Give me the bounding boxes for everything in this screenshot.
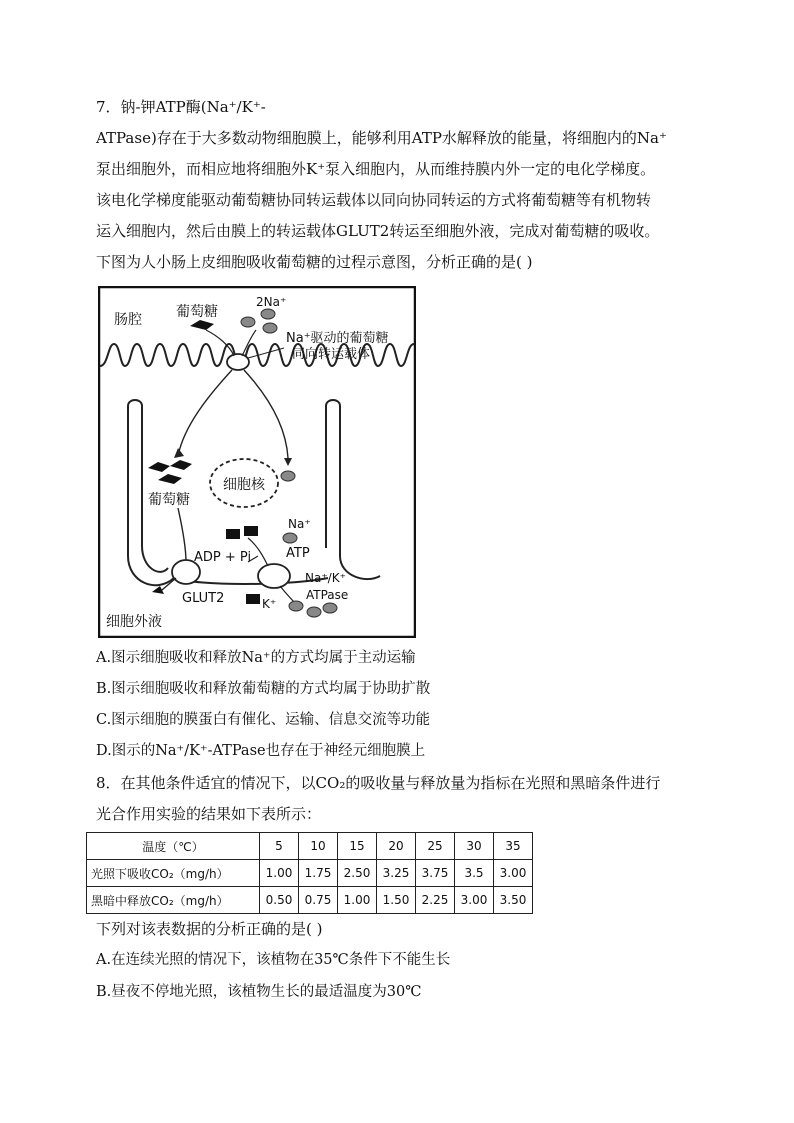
lumen-label: 肠腔 [114, 312, 142, 328]
table-cell: 3.5 [455, 860, 494, 887]
glucose-top-label: 葡萄糖 [176, 304, 218, 320]
atp-label: ATP [286, 546, 310, 561]
table-header-cell: 10 [299, 833, 338, 860]
q7-option-b[interactable]: B.图示细胞吸收和释放葡萄糖的方式均属于协助扩散 [96, 681, 431, 697]
q8-after-table: 下列对该表数据的分析正确的是( ) [96, 920, 323, 938]
k-plus-label: K⁺ [262, 597, 277, 611]
table-cell: 0.75 [299, 887, 338, 914]
table-cell: 2.50 [338, 860, 377, 887]
q7-line-2: ATPase)存在于大多数动物细胞膜上，能够利用ATP水解释放的能量，将细胞内的Na⁺ [96, 129, 667, 147]
table-row [87, 887, 533, 914]
table-row [87, 860, 533, 887]
symporter-carrier [227, 354, 249, 370]
q7-option-d[interactable]: D.图示的Na⁺/K⁺-ATPase也存在于神经元细胞膜上 [96, 743, 426, 759]
table-cell: 1.50 [377, 887, 416, 914]
na-ion [281, 471, 295, 481]
table-header-cell: 30 [455, 833, 494, 860]
k-ion-square [246, 594, 260, 604]
k-ion-square [226, 529, 240, 539]
table-header-cell: 20 [377, 833, 416, 860]
table-cell: 3.00 [494, 860, 533, 887]
q7-line-1: 7．钠-钾ATP酶(Na⁺/K⁺- [96, 98, 266, 116]
na-ion [323, 603, 337, 613]
na-ion [263, 323, 277, 333]
na-k-atpase [258, 564, 290, 588]
na-ion [289, 601, 303, 611]
q8-option-a[interactable]: A.在连续光照的情况下，该植物在35℃条件下不能生长 [96, 952, 451, 968]
table-header-row [87, 833, 533, 860]
na-ion [283, 533, 297, 543]
na2-label: 2Na⁺ [256, 295, 287, 309]
table-cell: 1.00 [338, 887, 377, 914]
extracellular-label: 细胞外液 [106, 614, 162, 630]
glucose-mid-label: 葡萄糖 [148, 492, 190, 508]
q7-line-4: 该电化学梯度能驱动葡萄糖协同转运载体以同向协同转运的方式将葡萄糖等有机物转 [96, 191, 652, 209]
table-cell: 0.50 [260, 887, 299, 914]
q7-line-3: 泵出细胞外，而相应地将细胞外K⁺泵入细胞内，从而维持膜内外一定的电化学梯度。 [96, 160, 656, 178]
table-header-cell: 35 [494, 833, 533, 860]
glut2-label: GLUT2 [182, 591, 225, 606]
k-ion-square [244, 526, 258, 536]
table-header-cell: 15 [338, 833, 377, 860]
cell-transport-diagram [98, 286, 416, 638]
table-cell: 1.00 [260, 860, 299, 887]
q8-line-1: 8．在其他条件适宜的情况下，以CO₂的吸收量与释放量为指标在光照和黑暗条件进行 [96, 774, 661, 792]
na-ion [261, 309, 275, 319]
carrier-label-line2: 同向转运载体 [292, 347, 371, 362]
table-cell: 1.75 [299, 860, 338, 887]
data-table [86, 832, 533, 914]
na-ion [241, 317, 255, 327]
nucleus-label: 细胞核 [223, 477, 265, 493]
na-ion [307, 607, 321, 617]
adp-pi-label: ADP + Pi [194, 550, 252, 565]
q8-option-b[interactable]: B.昼夜不停地光照，该植物生长的最适温度为30℃ [96, 984, 422, 1000]
table-cell: 3.25 [377, 860, 416, 887]
q7-line-6: 下图为人小肠上皮细胞吸收葡萄糖的过程示意图，分析正确的是( ) [96, 253, 533, 271]
table-header-cell: 25 [416, 833, 455, 860]
q7-option-a[interactable]: A.图示细胞吸收和释放Na⁺的方式均属于主动运输 [96, 650, 416, 666]
carrier-label-line1: Na⁺驱动的葡萄糖 [286, 331, 389, 346]
table-cell: 3.00 [455, 887, 494, 914]
table-cell: 3.75 [416, 860, 455, 887]
pump-label-line2: ATPase [306, 588, 349, 602]
na-plus-label: Na⁺ [288, 517, 311, 531]
row-label: 光照下吸收CO₂（mg/h） [87, 860, 260, 887]
q7-option-c[interactable]: C.图示细胞的膜蛋白有催化、运输、信息交流等功能 [96, 712, 431, 728]
table-cell: 2.25 [416, 887, 455, 914]
pump-label-line1: Na⁺/K⁺ [305, 571, 346, 585]
table-header-label: 温度（℃） [87, 833, 260, 860]
q7-line-5: 运入细胞内，然后由膜上的转运载体GLUT2转运至细胞外液，完成对葡萄糖的吸收。 [96, 222, 660, 240]
table-header-cell: 5 [260, 833, 299, 860]
q8-line-2: 光合作用实验的结果如下表所示： [96, 805, 322, 823]
table-cell: 3.50 [494, 887, 533, 914]
row-label: 黑暗中释放CO₂（mg/h） [87, 887, 260, 914]
